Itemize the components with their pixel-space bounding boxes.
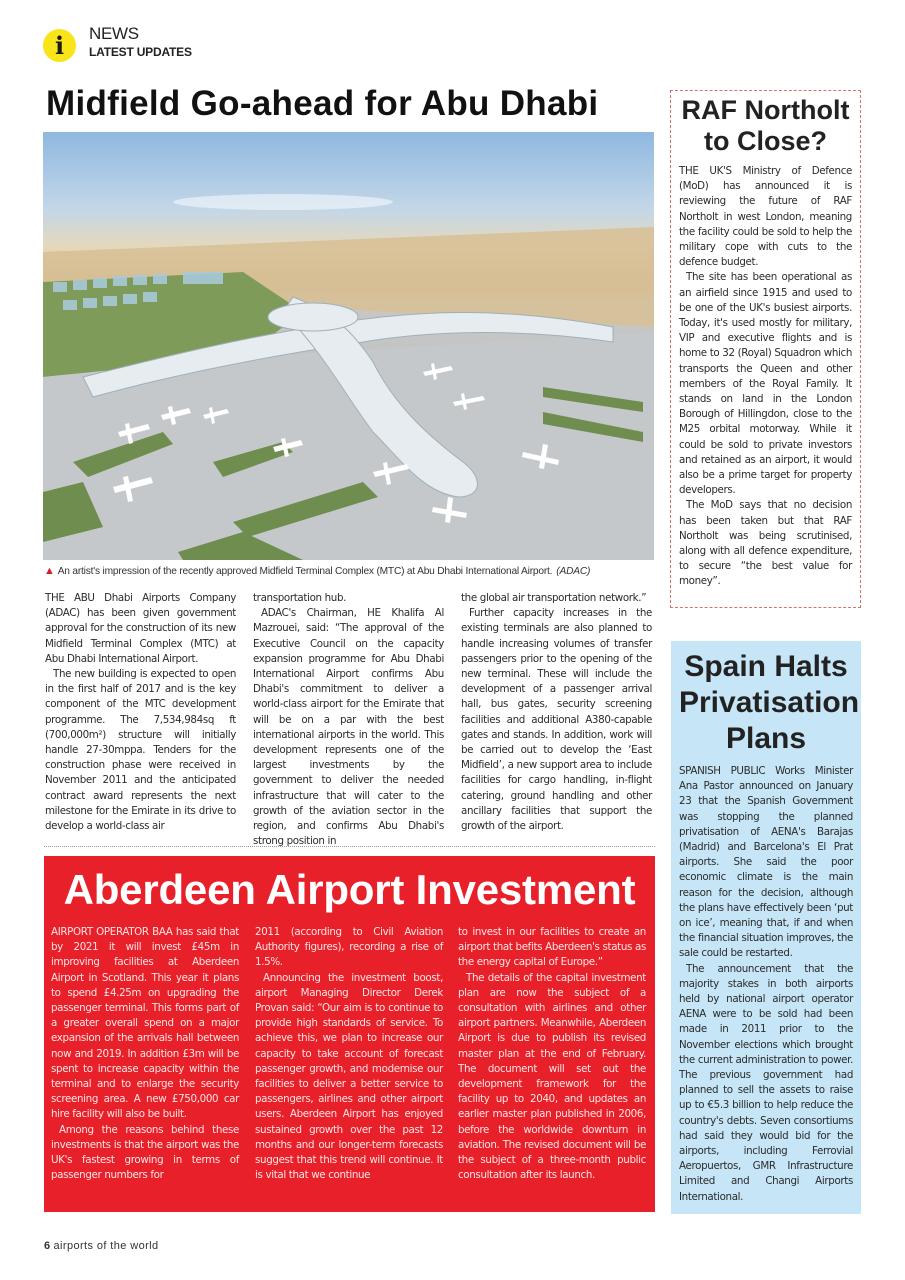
paragraph: Among the reasons behind these investments is that the airport was the UK's fastest growing in terms of passenger numbers for [51,1123,239,1182]
caption-text: An artist's impression of the recently approved Midfield Terminal Complex (MTC) at Abu Dhabi International Airport. [57,566,553,577]
caption-credit: (ADAC) [556,566,591,577]
main-article-column-3 [461,591,652,834]
paragraph: The announcement that the majority stakes in both airports held by national airport operator AENA were to be sold had been made in 2011 prior to the November elections which brought the current administration to power. The previous government had planned to sell the assets to raise up to €5.3 billion to help reduce the country's debts. Seven consortiums had said they would bid for the airports, including Ferrovial Aeropuertos, GMR Infrastructure Limited and Changi Airports International. [679,962,853,1203]
aberdeen-column-2 [255,925,443,1183]
section-name: NEWS [89,24,139,43]
info-icon-glyph: i [54,31,65,60]
section-divider [44,846,655,847]
paragraph: The site has been operational as an airfield since 1915 and used to be one of the UK's busiest airports. Today, it's used mostly for military, VIP and executive flights and is home to 32 (Royal) Squadron which transports the Queen and other members of the Royal Family. It stands on land in the London Borough of Hillingdon, close to the M25 orbital motorway. While it could be sold to private investors and retained as an airport, it would also be a prime target for property developers. [679,271,853,497]
title-line: Plans [725,722,807,755]
aberdeen-article-title: Aberdeen Airport Investment [63,866,636,913]
paragraph: the global air transportation network.” [461,592,647,604]
paragraph: Announcing the investment boost, airport Managing Director Derek Provan said: “Our aim is to continue to provide high standards of service. To achieve this, we plan to increase our capacity to take account of forecast passenger growth, and modernise our facilities to deliver a better service to passengers, airlines and other airport users. Aberdeen Airport has enjoyed sustained growth over the past 12 months and our longer-term forecasts suggest that this trend will continue. It is vital that we continue [255,971,443,1182]
paragraph: ADAC's Chairman, HE Khalifa Al Mazrouei, said: “The approval of the Executive Council on the capacity expansion programme for Abu Dhabi International Airport confirms Abu Dhabi's commitment to deliver a world-class airport for the Emirate that will be on a par with the best international airports in the world. This development represents one of the largest investments by the government to deliver the needed infrastructure that will cater to the growth of the aviation sector in the region, and confirms Abu Dhabi's strong position in [253,607,444,848]
title-line: Spain Halts [684,650,848,683]
aberdeen-article-box [44,856,655,1212]
spain-article-title [679,649,860,757]
main-article-column-2 [253,591,444,849]
paragraph: The MoD says that no decision has been taken but that RAF Northolt was being scrutinised, along with all defence expenditure, to secure “the best value for money”. [679,499,852,588]
info-icon [43,29,76,62]
section-labels [89,24,192,60]
title-line: Privatisation [679,686,860,719]
image-caption [44,565,590,577]
page-footer [44,1240,159,1252]
paragraph: THE ABU Dhabi Airports Company (ADAC) has been given government approval for the construction of its new Midfield Terminal Complex (MTC) at Abu Dhabi International Airport. [45,592,236,665]
paragraph: SPANISH PUBLIC Works Minister Ana Pastor announced on January 23 that the Spanish Government was stopping the planned privatisation of AENA's Barajas (Madrid) and Barcelona's El Prat airports. She said the poor economic climate is the main reason for the decision, although the plans have effectively been ‘put on ice’, meaning that, if and when the financial situation improves, the sale could be restarted. [679,765,853,960]
paragraph: Further capacity increases in the existing terminals are also planned to handle increasing volumes of transfer passengers prior to the opening of the new terminal. These will include the development of a passenger arrival hall, bus gates, security screening facilities and additional A380-capable gates and stands. In addition, work will be carried out to develop the ‘East Midfield’, a new support area to include facilities for cargo handling, in-flight catering, ground handling and other ancillary facilities that support the growth of the airport. [461,607,652,833]
spain-article-box [671,641,861,1214]
raf-northolt-article-box [670,90,861,608]
aberdeen-column-3 [458,925,646,1183]
raf-article-body [679,164,852,590]
paragraph: The new building is expected to open in the first half of 2017 and is the key component of the MTC development programme. The 7,534,984sq ft (700,000m²) structure will initially handle 27-30mppa. Tenders for the construction phase were received in November 2011 and the anticipated contract award represents the next milestone for the Emirate in its drive to develop a world-class air [45,668,236,833]
section-header [43,24,192,62]
paragraph: to invest in our facilities to create an airport that befits Aberdeen's status as the energy capital of Europe.” [458,926,646,969]
paragraph: 2011 (according to Civil Aviation Authority figures), recording a rise of 1.5%. [255,926,443,969]
paragraph: transportation hub. [253,592,347,604]
caption-triangle-icon: ▲ [44,565,55,577]
main-article-column-1 [45,591,236,834]
section-subtitle: LATEST UPDATES [89,45,192,59]
hero-image [43,132,654,560]
raf-article-title [679,95,852,157]
spain-article-body [679,764,853,1205]
paragraph: AIRPORT OPERATOR BAA has said that by 2021 it will invest £45m in improving facilities at Aberdeen Airport in Scotland. This year it plans to spend £4.25m on upgrading the passenger terminal. This forms part of a greater overall spend on a major expansion of the arrivals hall between now and 2019. In addition £3m will be spent to increase capacity within the terminal and to enlarge the security screening area. A new £750,000 car hire facility will also be built. [51,926,239,1121]
aberdeen-column-1 [51,925,239,1183]
page-number: 6 [44,1240,51,1252]
main-article-title: Midfield Go-ahead for Abu Dhabi [46,84,599,123]
airport-rendering-illustration [43,132,654,560]
publication-name: airports of the world [53,1240,159,1252]
paragraph: THE UK'S Ministry of Defence (MoD) has announced it is reviewing the future of RAF Northolt in west London, meaning the facility could be sold to help the military cope with cuts to the defence budget. [679,165,852,269]
title-line: to Close? [703,126,827,156]
title-line: RAF Northolt [681,95,850,125]
paragraph: The details of the capital investment plan are now the subject of a consultation with airlines and other airport partners. Meanwhile, Aberdeen Airport is due to publish its revised master plan at the end of February. The document will set out the development framework for the facility up to 2040, and updates an earlier master plan published in 2006, before the worldwide downturn in aviation. The revised document will be the subject of a three-month public consultation after its launch. [458,971,646,1182]
